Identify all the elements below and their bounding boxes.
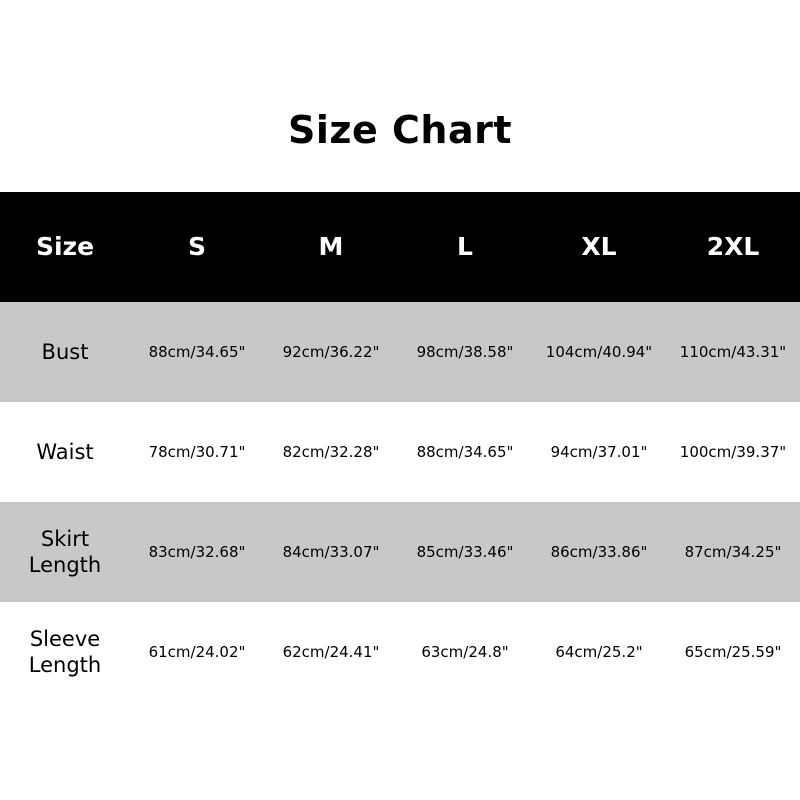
table-header-row: [0, 192, 800, 302]
cell-waist-xl: 94cm/37.01": [532, 402, 666, 502]
cell-sleeve-length-s: 61cm/24.02": [130, 602, 264, 702]
cell-sleeve-length-l: 63cm/24.8": [398, 602, 532, 702]
cell-sleeve-length-m: 62cm/24.41": [264, 602, 398, 702]
column-header-2xl: 2XL: [666, 192, 800, 302]
column-header-m: M: [264, 192, 398, 302]
row-label-sleeve-length: Sleeve Length: [0, 602, 130, 702]
cell-skirt-length-s: 83cm/32.68": [130, 502, 264, 602]
table-row: [0, 602, 800, 702]
size-chart-table: [0, 192, 800, 702]
cell-waist-m: 82cm/32.28": [264, 402, 398, 502]
column-header-xl: XL: [532, 192, 666, 302]
row-label-waist: Waist: [0, 402, 130, 502]
table-body: [0, 302, 800, 702]
row-label-bust: Bust: [0, 302, 130, 402]
column-header-l: L: [398, 192, 532, 302]
cell-bust-2xl: 110cm/43.31": [666, 302, 800, 402]
column-header-size: Size: [0, 192, 130, 302]
cell-bust-m: 92cm/36.22": [264, 302, 398, 402]
table-row: [0, 502, 800, 602]
cell-skirt-length-2xl: 87cm/34.25": [666, 502, 800, 602]
cell-skirt-length-xl: 86cm/33.86": [532, 502, 666, 602]
table-row: [0, 402, 800, 502]
cell-sleeve-length-xl: 64cm/25.2": [532, 602, 666, 702]
page-title: Size Chart: [287, 108, 512, 152]
table-row: [0, 302, 800, 402]
cell-bust-xl: 104cm/40.94": [532, 302, 666, 402]
cell-sleeve-length-2xl: 65cm/25.59": [666, 602, 800, 702]
cell-waist-2xl: 100cm/39.37": [666, 402, 800, 502]
cell-bust-s: 88cm/34.65": [130, 302, 264, 402]
row-label-skirt-length: Skirt Length: [0, 502, 130, 602]
cell-skirt-length-m: 84cm/33.07": [264, 502, 398, 602]
cell-waist-l: 88cm/34.65": [398, 402, 532, 502]
cell-waist-s: 78cm/30.71": [130, 402, 264, 502]
column-header-s: S: [130, 192, 264, 302]
table-header: [0, 192, 800, 302]
cell-bust-l: 98cm/38.58": [398, 302, 532, 402]
cell-skirt-length-l: 85cm/33.46": [398, 502, 532, 602]
